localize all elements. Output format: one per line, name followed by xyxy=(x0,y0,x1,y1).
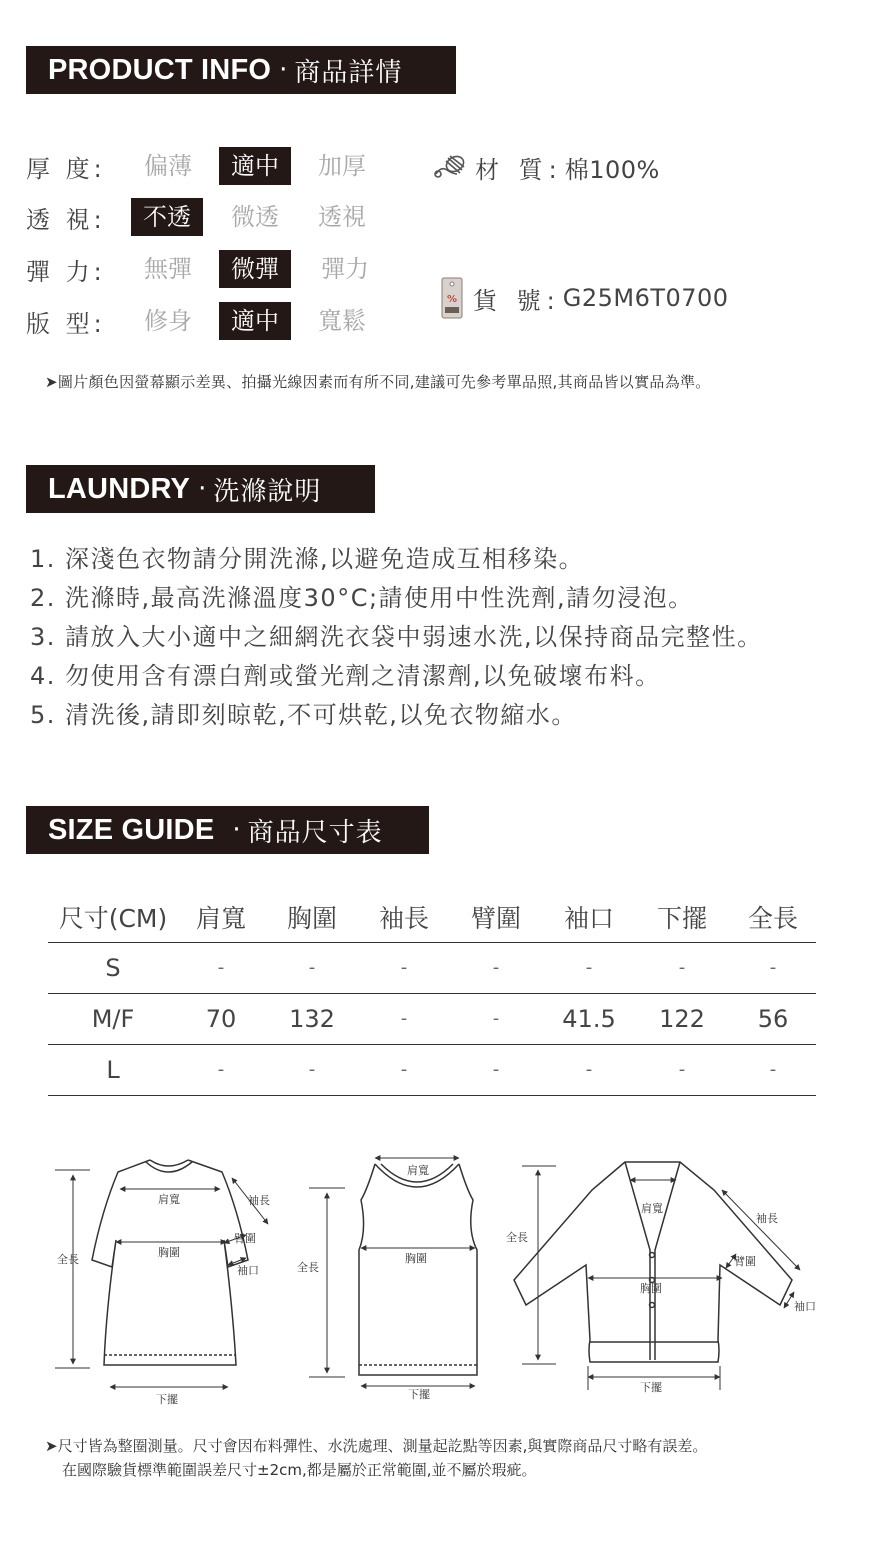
attr-fit xyxy=(26,302,406,340)
table-cell: - xyxy=(360,942,448,993)
product-info-header: PRODUCT INFO · 商品詳情 xyxy=(26,46,456,94)
price-tag-icon xyxy=(433,276,467,320)
footnote-line: 在國際驗貨標準範圍誤差尺寸±2cm,都是屬於正常範圍,並不屬於瑕疵。 xyxy=(62,1461,537,1479)
table-cell: - xyxy=(634,942,730,993)
tshirt-outline xyxy=(92,1160,248,1365)
attr-option: 彈力 xyxy=(321,255,369,283)
attr-option: 微透 xyxy=(231,203,279,231)
table-cell: 132 xyxy=(264,993,360,1044)
table-cell: - xyxy=(178,942,264,993)
table-cell: - xyxy=(448,1044,544,1095)
attr-option: 加厚 xyxy=(318,152,366,180)
attr-option: 無彈 xyxy=(144,255,192,283)
column-header: 尺寸(CM) xyxy=(48,892,178,942)
attr-option: 修身 xyxy=(144,307,192,335)
column-header: 全長 xyxy=(730,892,816,942)
column-header: 肩寬 xyxy=(178,892,264,942)
diagram-label-hem: 下擺 xyxy=(408,1388,430,1401)
table-cell: - xyxy=(264,1044,360,1095)
list-item: 2. 洗滌時,最高洗滌溫度30°C;請使用中性洗劑,請勿浸泡。 xyxy=(30,584,694,612)
column-header: 袖口 xyxy=(544,892,634,942)
list-item: 3. 請放入大小適中之細網洗衣袋中弱速水洗,以保持商品完整性。 xyxy=(30,623,763,651)
attr-label: 厚 度: xyxy=(26,154,106,183)
diagram-label-chest: 胸圍 xyxy=(158,1246,180,1259)
diagram-label-total-length: 全長 xyxy=(506,1231,528,1244)
table-cell: S xyxy=(48,942,178,993)
column-header: 臂圍 xyxy=(448,892,544,942)
attr-elasticity xyxy=(26,250,406,288)
attr-option-selected: 適中 xyxy=(219,302,291,340)
table-row xyxy=(48,1044,816,1095)
attr-option-selected: 不透 xyxy=(131,198,203,236)
attr-option: 偏薄 xyxy=(144,152,192,180)
table-cell: - xyxy=(264,942,360,993)
column-header: 胸圍 xyxy=(264,892,360,942)
attr-option-selected: 適中 xyxy=(219,147,291,185)
tank-top-diagram xyxy=(295,1150,495,1410)
sku-label: 貨 號: xyxy=(473,286,561,315)
sku-spec xyxy=(433,276,729,320)
diagram-label-hem: 下擺 xyxy=(640,1381,662,1394)
table-cell: - xyxy=(544,942,634,993)
diagram-label-shoulder: 肩寬 xyxy=(641,1202,663,1215)
size-table xyxy=(48,892,816,1096)
attr-option: 寬鬆 xyxy=(318,307,366,335)
size-guide-header: SIZE GUIDE · 商品尺寸表 xyxy=(26,806,429,854)
diagram-label-chest: 胸圍 xyxy=(405,1252,427,1265)
table-cell: - xyxy=(730,942,816,993)
material-label: 材 質: xyxy=(475,155,563,184)
list-item: 5. 清洗後,請即刻晾乾,不可烘乾,以免衣物縮水。 xyxy=(30,701,577,729)
attr-option-selected: 微彈 xyxy=(219,250,291,288)
tank-top-outline xyxy=(359,1164,477,1375)
color-disclaimer-note: ➤圖片顏色因螢幕顯示差異、拍攝光線因素而有所不同,建議可先參考單品照,其商品皆以實品為準。 xyxy=(45,373,711,391)
table-cell: L xyxy=(48,1044,178,1095)
table-cell: M/F xyxy=(48,993,178,1044)
diagram-label-cuff: 袖口 xyxy=(237,1264,259,1277)
laundry-header: LAUNDRY · 洗滌說明 xyxy=(26,465,375,513)
table-cell: 122 xyxy=(634,993,730,1044)
diagram-label-shoulder: 肩寬 xyxy=(407,1164,429,1177)
cardigan-diagram xyxy=(500,1150,830,1410)
diagram-label-chest: 胸圍 xyxy=(640,1282,662,1295)
table-cell: - xyxy=(360,1044,448,1095)
material-spec xyxy=(433,148,660,186)
diagram-label-total-length: 全長 xyxy=(297,1261,319,1274)
attr-label: 彈 力: xyxy=(26,257,106,286)
list-item: 1. 深淺色衣物請分開洗滌,以避免造成互相移染。 xyxy=(30,545,585,573)
table-cell: - xyxy=(178,1044,264,1095)
table-cell: - xyxy=(448,942,544,993)
column-header: 下擺 xyxy=(634,892,730,942)
sku-value: G25M6T0700 xyxy=(562,284,729,312)
tshirt-diagram xyxy=(40,1150,290,1410)
table-row xyxy=(48,993,816,1044)
table-cell: 70 xyxy=(178,993,264,1044)
table-cell: - xyxy=(544,1044,634,1095)
diagram-label-shoulder: 肩寬 xyxy=(158,1193,180,1206)
list-item: 4. 勿使用含有漂白劑或螢光劑之清潔劑,以免破壞布料。 xyxy=(30,662,661,690)
diagram-label-hem: 下擺 xyxy=(156,1393,178,1406)
attr-label: 透 視: xyxy=(26,205,106,234)
table-row xyxy=(48,942,816,993)
attr-transparency xyxy=(26,198,406,236)
svg-text:%: % xyxy=(446,294,458,305)
diagram-label-arm: 臂圍 xyxy=(734,1255,756,1268)
diagram-label-sleeve-length: 袖長 xyxy=(756,1212,778,1225)
column-header: 袖長 xyxy=(360,892,448,942)
table-header-row xyxy=(48,892,816,942)
table-cell: - xyxy=(730,1044,816,1095)
diagram-label-cuff: 袖口 xyxy=(794,1300,816,1313)
laundry-instructions xyxy=(30,540,763,735)
diagram-label-total-length: 全長 xyxy=(57,1253,79,1266)
attr-option: 透視 xyxy=(318,203,366,231)
diagram-label-arm: 臂圍 xyxy=(234,1232,256,1245)
yarn-spool-icon xyxy=(433,152,469,182)
table-cell: - xyxy=(360,993,448,1044)
material-value: 棉100% xyxy=(564,155,660,184)
table-cell: - xyxy=(448,993,544,1044)
attr-label: 版 型: xyxy=(26,309,106,338)
table-cell: 56 xyxy=(730,993,816,1044)
footnote-line: ➤尺寸皆為整圈測量。尺寸會因布料彈性、水洗處理、測量起訖點等因素,與實際商品尺寸略有誤差。 xyxy=(45,1437,708,1455)
table-cell: - xyxy=(634,1044,730,1095)
table-cell: 41.5 xyxy=(544,993,634,1044)
size-footnote xyxy=(45,1434,707,1482)
attr-thickness xyxy=(26,147,406,185)
diagram-label-sleeve-length: 袖長 xyxy=(248,1194,270,1207)
